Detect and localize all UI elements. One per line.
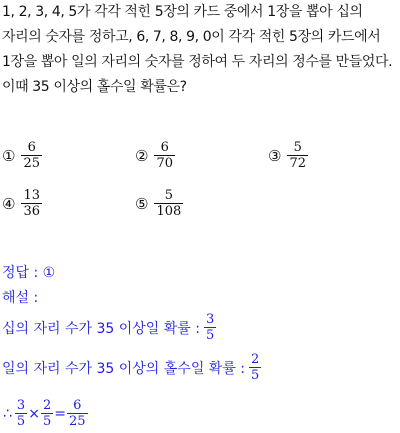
choice-marker: ⑤ (135, 194, 149, 213)
denominator: 25 (23, 156, 40, 171)
choice-marker: ① (2, 146, 16, 165)
times-symbol: × (28, 405, 40, 422)
choice-fraction (287, 140, 308, 171)
choice-marker: ③ (268, 146, 282, 165)
choice-3 (268, 140, 308, 171)
denominator: 5 (251, 368, 260, 383)
choice-2 (135, 140, 175, 171)
denominator: 5 (42, 414, 52, 429)
choice-5 (135, 188, 183, 219)
problem-line: 1장을 뽑아 일의 자리의 숫자를 정하여 두 자리의 정수를 만들었다. (2, 54, 393, 70)
choice-fraction (21, 140, 42, 171)
final-fraction-2 (41, 398, 53, 429)
choice-marker: ② (135, 146, 149, 165)
denominator: 72 (289, 156, 306, 171)
denominator: 25 (68, 414, 86, 429)
numerator: 2 (251, 352, 260, 367)
solution-fraction (249, 352, 261, 383)
solution-final (2, 398, 88, 429)
choice-fraction (21, 188, 42, 219)
numerator: 6 (160, 140, 169, 155)
explanation-label: 해설 : (2, 290, 39, 306)
problem-line: 이때 35 이상의 홀수일 확률은? (2, 79, 187, 95)
numerator: 13 (23, 188, 40, 203)
denominator: 5 (206, 328, 215, 343)
choice-4 (2, 188, 42, 219)
problem-text (2, 0, 400, 100)
solution-fraction (204, 312, 216, 343)
equals-symbol: = (54, 405, 66, 422)
numerator: 3 (16, 398, 26, 413)
denominator: 108 (156, 204, 182, 219)
therefore-symbol: ∴ (3, 405, 12, 422)
numerator: 5 (164, 188, 173, 203)
problem-line: 1, 2, 3, 4, 5가 각각 적힌 5장의 카드 중에서 1장을 뽑아 십의 (2, 4, 363, 20)
numerator: 6 (73, 398, 82, 413)
choice-fraction (154, 188, 183, 219)
choice-fraction (154, 140, 175, 171)
answer-line: 정답 : ① (2, 265, 56, 281)
numerator: 6 (27, 140, 36, 155)
solution-text: 십의 자리 수가 35 이상일 확률 : (2, 320, 200, 337)
problem-line: 자리의 숫자를 정하고, 6, 7, 8, 9, 0이 각각 적힌 5장의 카드에서 (2, 29, 381, 45)
solution-line-1 (2, 312, 216, 343)
final-result (67, 398, 88, 429)
numerator: 5 (293, 140, 302, 155)
final-fraction-1 (15, 398, 27, 429)
denominator: 36 (23, 204, 40, 219)
numerator: 2 (42, 398, 52, 413)
choice-1 (2, 140, 42, 171)
denominator: 5 (16, 414, 26, 429)
denominator: 70 (156, 156, 173, 171)
solution-text: 일의 자리 수가 35 이상의 홀수일 확률 : (2, 360, 246, 377)
numerator: 3 (206, 312, 215, 327)
solution-line-2 (2, 352, 261, 383)
choice-marker: ④ (2, 194, 16, 213)
